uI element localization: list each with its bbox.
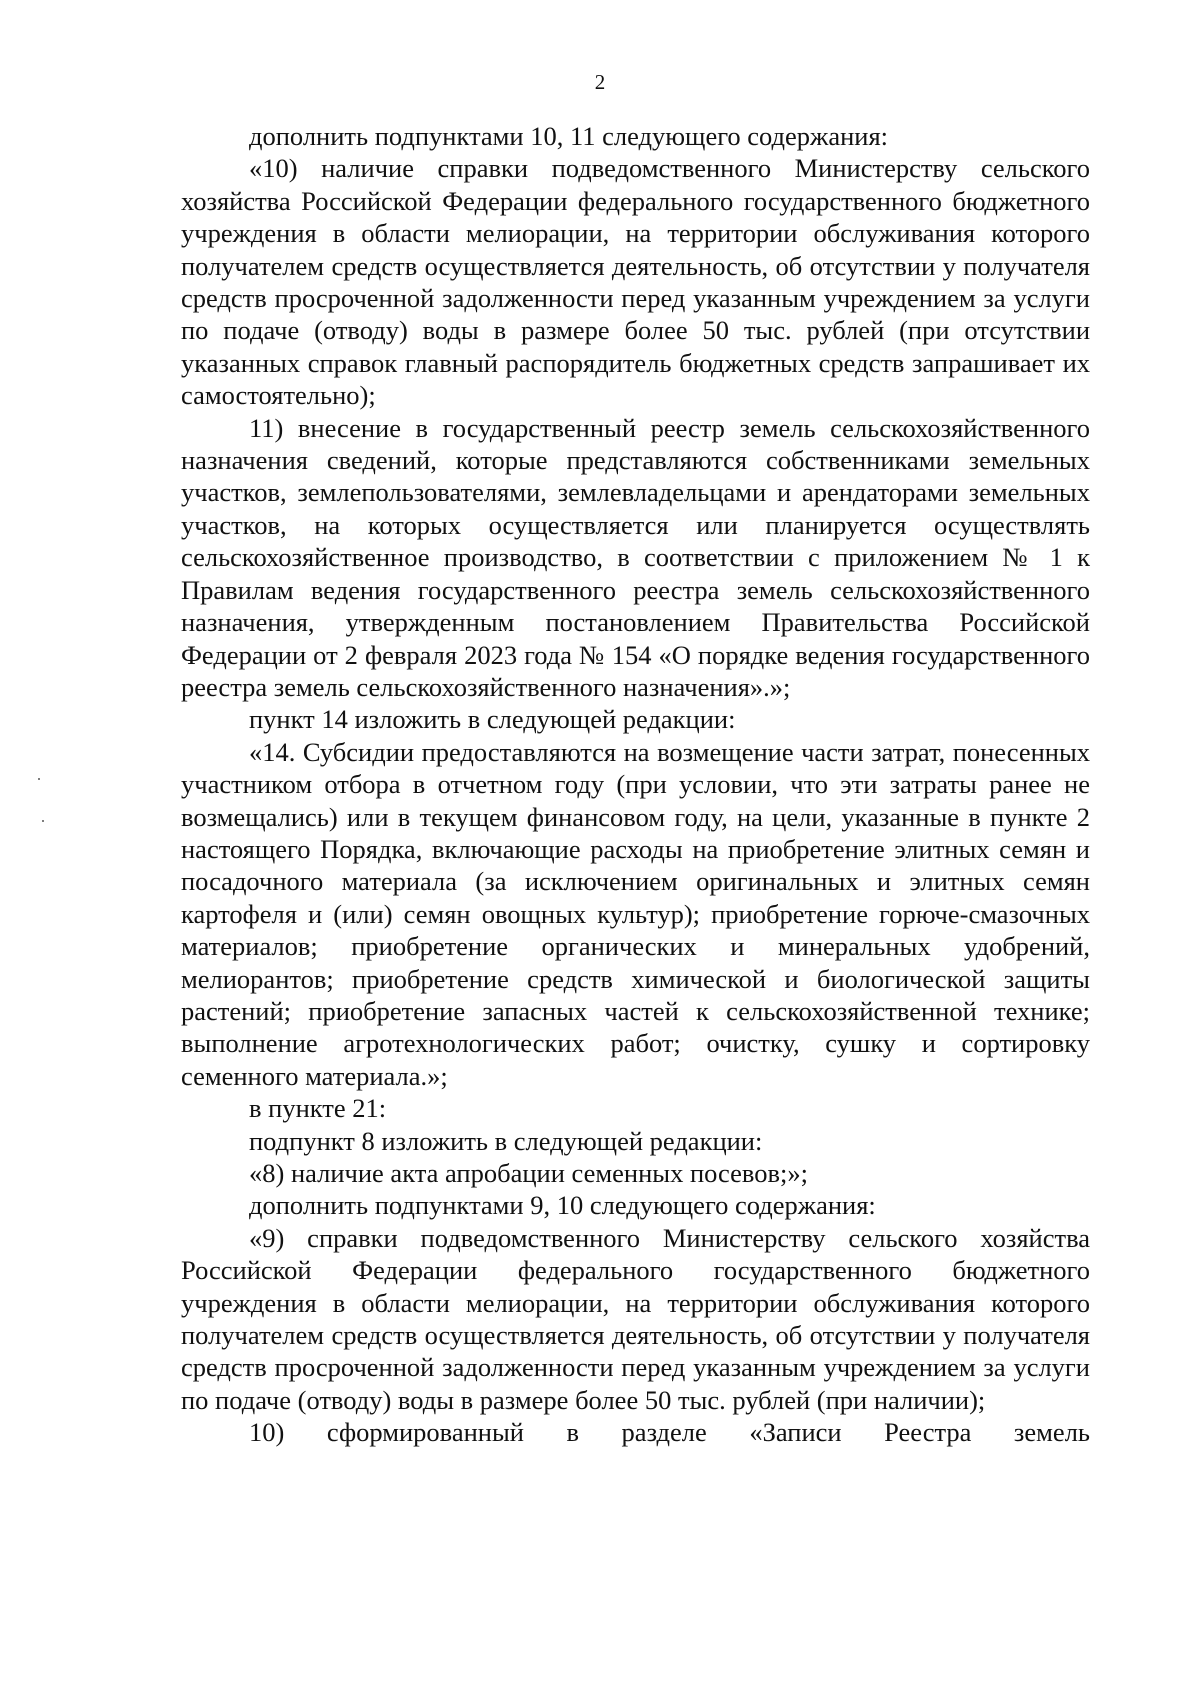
paragraph: «10) наличие справки подведомственного Министерству сельского хозяйства Российской Федерации федерального государственного бюджетного учреждения в области мелиорации, на территории обслуживания которого получателем средств осуществляется деятельность, об отсутствии у получателя средств просроченной задолженности перед указанным учреждением за услуги по подаче (отводу) воды в размере более 50 тыс. рублей (при отсутствии указанных справок главный распорядитель бюджетных средств запрашивает их самостоятельно);	[181, 153, 1090, 411]
paragraph: в пункте 21:	[249, 1093, 387, 1124]
scan-speck	[42, 820, 44, 822]
paragraph: подпункт 8 изложить в следующей редакции:	[249, 1125, 763, 1156]
paragraph: «14. Субсидии предоставляются на возмещение части затрат, понесенных участником отбора в отчетном году (при условии, что эти затраты ранее не возмещались) или в текущем финансовом году, на цели, указанные в пункте 2 настоящего Порядка, включающие расходы на приобретение элитных семян и посадочного материала (за исключением оригинальных и элитных семян картофеля и (или) семян овощных культур); приобретение горюче-смазочных материалов; приобретение органических и минеральных удобрений, мелиорантов; приобретение средств химической и биологической защиты растений; приобретение запасных частей к сельскохозяйственной технике; выполнение агротехнологических работ; очистку, сушку и сортировку семенного материала.»;	[181, 736, 1090, 1091]
paragraph: «9) справки подведомственного Министерству сельского хозяйства Российской Федерации федерального государственного бюджетного учреждения в области мелиорации, на территории обслуживания которого получателем средств осуществляется деятельность, об отсутствии у получателя средств просроченной задолженности перед указанным учреждением за услуги по подаче (отводу) воды в размере более 50 тыс. рублей (при наличии);	[181, 1222, 1090, 1415]
paragraph: дополнить подпунктами 10, 11 следующего содержания:	[249, 121, 889, 151]
document-body	[181, 120, 1090, 1449]
paragraph-continued: 10) сформированный в разделе «Записи Реестра земель	[249, 1417, 1090, 1448]
paragraph: пункт 14 изложить в следующей редакции:	[249, 704, 736, 735]
paragraph: 11) внесение в государственный реестр земель сельскохозяйственного назначения сведений, которые представляются собственниками земельных участков, землепользователями, землевладельцами и арендаторами земельных участков, на которых осуществляется или планируется осуществлять сельскохозяйственное производство, в соответствии с приложением № 1 к Правилам ведения государственного реестра земель сельскохозяйственного назначения, утвержденным постановлением Правительства Российской Федерации от 2 февраля 2023 года № 154 «О порядке ведения государственного реестра земель сельскохозяйственного назначения».»;	[181, 412, 1090, 702]
scan-speck	[38, 778, 40, 780]
paragraph: «8) наличие акта апробации семенных посевов;»;	[249, 1158, 808, 1188]
paragraph: дополнить подпунктами 9, 10 следующего содержания:	[249, 1190, 876, 1221]
page-number: 2	[594, 70, 606, 94]
